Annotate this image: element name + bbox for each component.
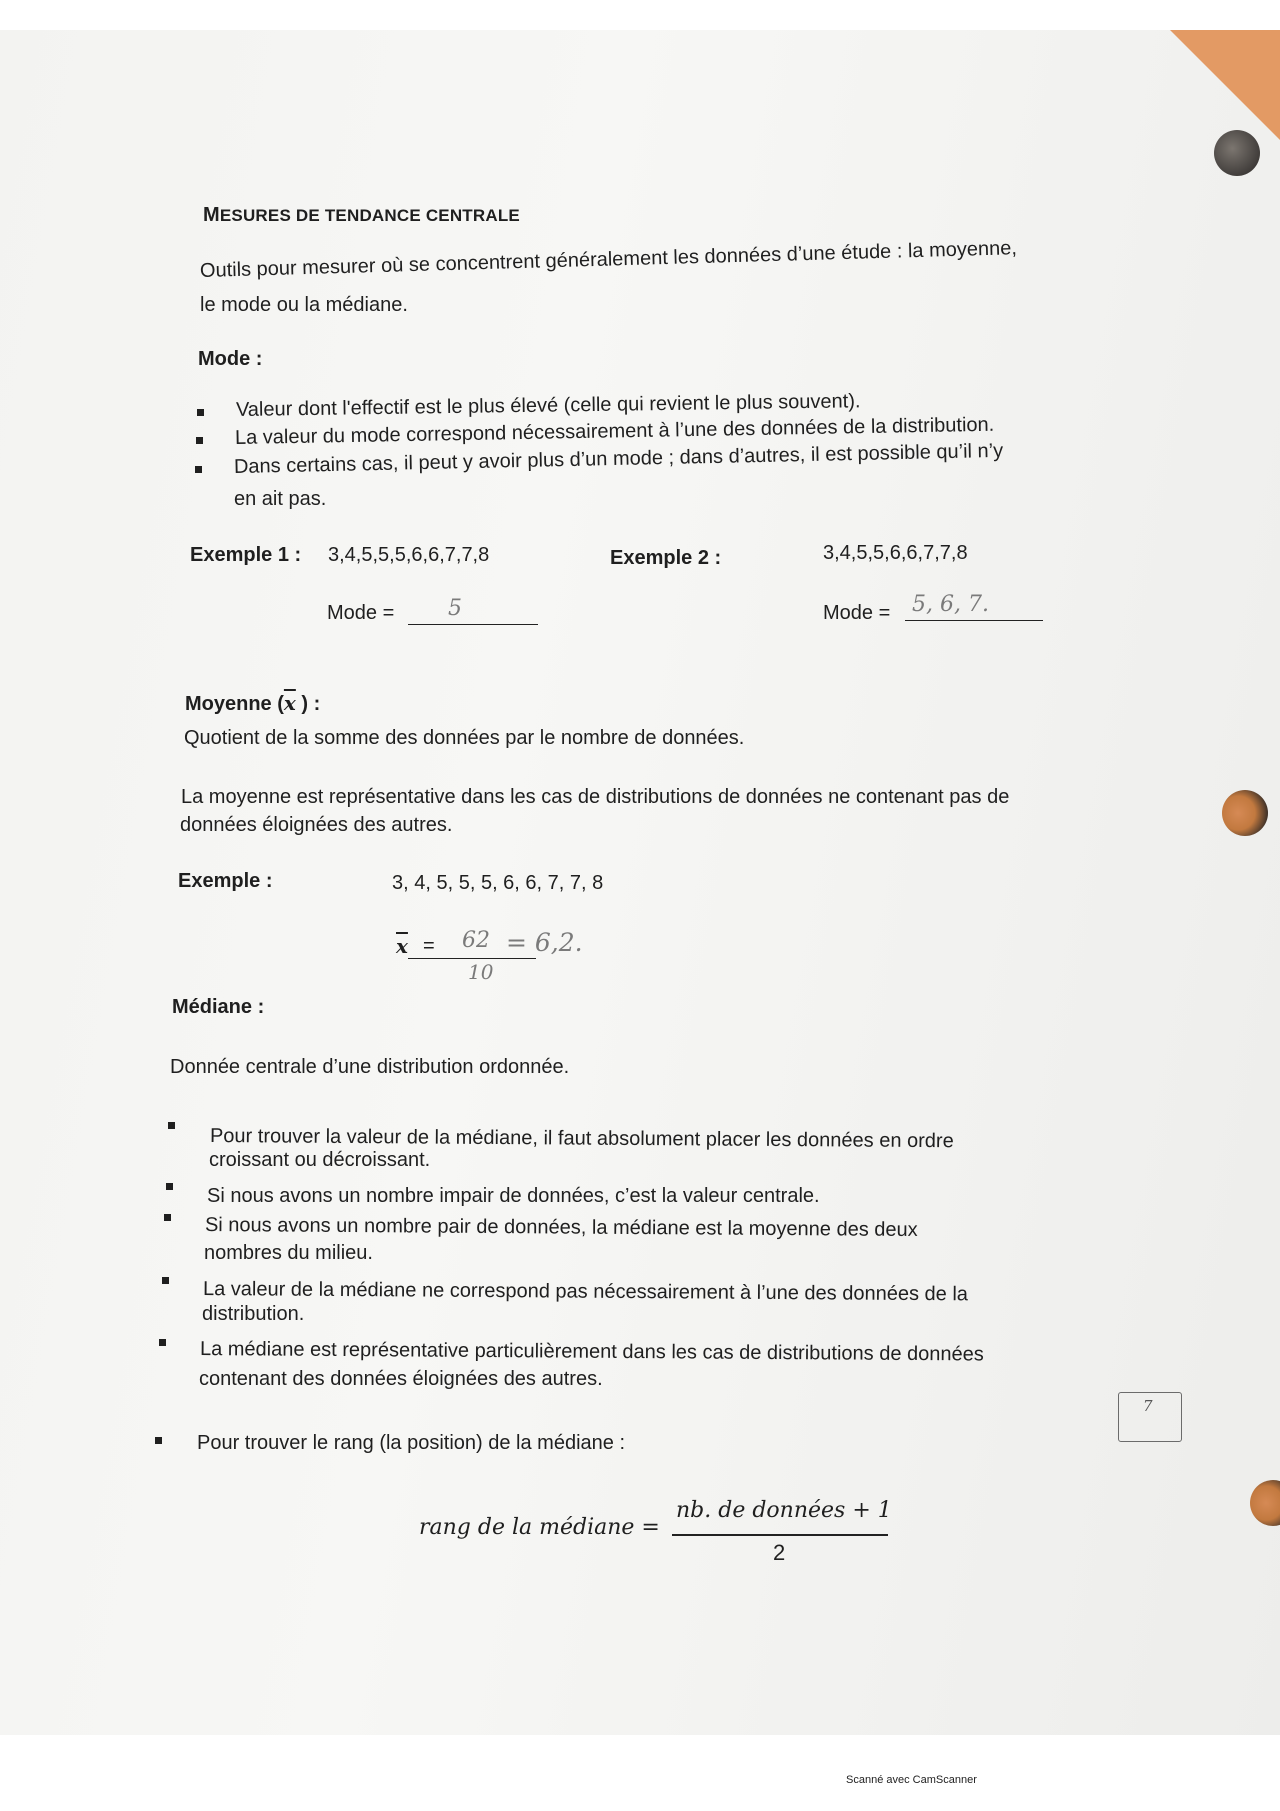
median-bullet-3-cont: nombres du milieu. [204, 1242, 373, 1264]
formula-numerator: nb. de données + 1 [676, 1498, 892, 1523]
page-number-box [1118, 1392, 1182, 1442]
bullet [162, 1277, 169, 1284]
mode-bullet-2: La valeur du mode correspond nécessairement à l’une des données de la distribution. [234, 413, 995, 449]
bullet [166, 1183, 173, 1190]
mean-handwritten-result: = 6,2. [506, 928, 583, 957]
answer-line [905, 620, 1043, 621]
mode-bullet-1: Valeur dont l'effectif est le plus élevé (celle qui revient le plus souvent). [235, 390, 861, 421]
median-bullet-4-cont: distribution. [202, 1303, 305, 1325]
mean-note-line-1: La moyenne est représentative dans les cas de distributions de données ne contenant pas de [181, 786, 1010, 808]
median-rank-bullet: Pour trouver le rang (la position) de la médiane : [197, 1432, 626, 1454]
mode-bullet-3-cont: en ait pas. [234, 488, 327, 510]
bullet [159, 1339, 166, 1346]
intro-line-1: Outils pour mesurer où se concentrent généralement les données d’une étude : la moyenne, [199, 237, 1018, 282]
binder-hole-bottom [1250, 1480, 1280, 1526]
page-title: MESURES DE TENDANCE CENTRALE [203, 204, 520, 226]
median-bullet-5: La médiane est représentative particulièrement dans les cas de distributions de données [199, 1338, 984, 1366]
median-definition: Donnée centrale d’une distribution ordonnée. [170, 1056, 570, 1078]
answer-line [408, 624, 538, 625]
page-number: 7 [1143, 1397, 1153, 1415]
median-heading: Médiane : [172, 996, 265, 1018]
mean-note-line-2: données éloignées des autres. [180, 814, 453, 836]
bullet [197, 409, 204, 416]
example2-label: Exemple 2 : [610, 547, 722, 569]
intro-line-2: le mode ou la médiane. [200, 294, 408, 316]
mean-handwritten-denominator: 10 [468, 960, 494, 984]
bullet [164, 1214, 171, 1221]
bullet [195, 466, 202, 473]
mean-symbol: $\overline{x}$ [396, 934, 408, 958]
formula-denominator: 2 [773, 1540, 786, 1565]
mean-example-label: Exemple : [178, 870, 273, 892]
median-bullet-3: Si nous avons un nombre pair de données, la médiane est la moyenne des deux [204, 1214, 918, 1241]
example1-label: Exemple 1 : [190, 544, 302, 566]
median-bullet-1-cont: croissant ou décroissant. [209, 1149, 431, 1171]
bullet [155, 1437, 162, 1444]
binder-hole-middle [1222, 790, 1268, 836]
median-bullet-1: Pour trouver la valeur de la médiane, il faut absolument placer les données en ordre [209, 1125, 954, 1153]
bullet [168, 1122, 175, 1129]
mean-definition: Quotient de la somme des données par le nombre de données. [184, 727, 745, 749]
example1-data: 3,4,5,5,5,6,6,7,7,8 [328, 544, 490, 566]
example2-data: 3,4,5,5,6,6,7,7,8 [823, 542, 968, 564]
mode-heading: Mode : [198, 348, 263, 370]
mean-heading: Moyenne ($\overline{x}$ ) : [185, 691, 321, 715]
median-bullet-5-cont: contenant des données éloignées des autres. [199, 1368, 603, 1390]
fraction-bar [672, 1534, 888, 1536]
example1-handwritten-answer: 5 [448, 596, 462, 621]
example2-handwritten-answer: 5, 6, 7. [912, 592, 989, 617]
binder-hole-top [1214, 130, 1260, 176]
example2-mode-label: Mode = [823, 602, 891, 624]
scanner-watermark: Scanné avec CamScanner [846, 1774, 977, 1786]
bullet [196, 437, 203, 444]
median-bullet-2: Si nous avons un nombre impair de données, c’est la valeur centrale. [207, 1185, 820, 1207]
formula-lhs: rang de la médiane = [419, 1515, 660, 1540]
mode-bullet-3: Dans certains cas, il peut y avoir plus d’un mode ; dans d’autres, il est possible qu’il n’y [233, 439, 1004, 478]
answer-line [408, 958, 536, 959]
mean-handwritten-numerator: 62 [462, 928, 490, 953]
example1-mode-label: Mode = [327, 602, 395, 624]
median-bullet-4: La valeur de la médiane ne correspond pas nécessairement à l’une des données de la [202, 1278, 969, 1306]
mean-example-data: 3, 4, 5, 5, 5, 6, 6, 7, 7, 8 [392, 872, 604, 894]
folded-corner [1170, 30, 1280, 140]
equals-sign: = [423, 935, 435, 957]
